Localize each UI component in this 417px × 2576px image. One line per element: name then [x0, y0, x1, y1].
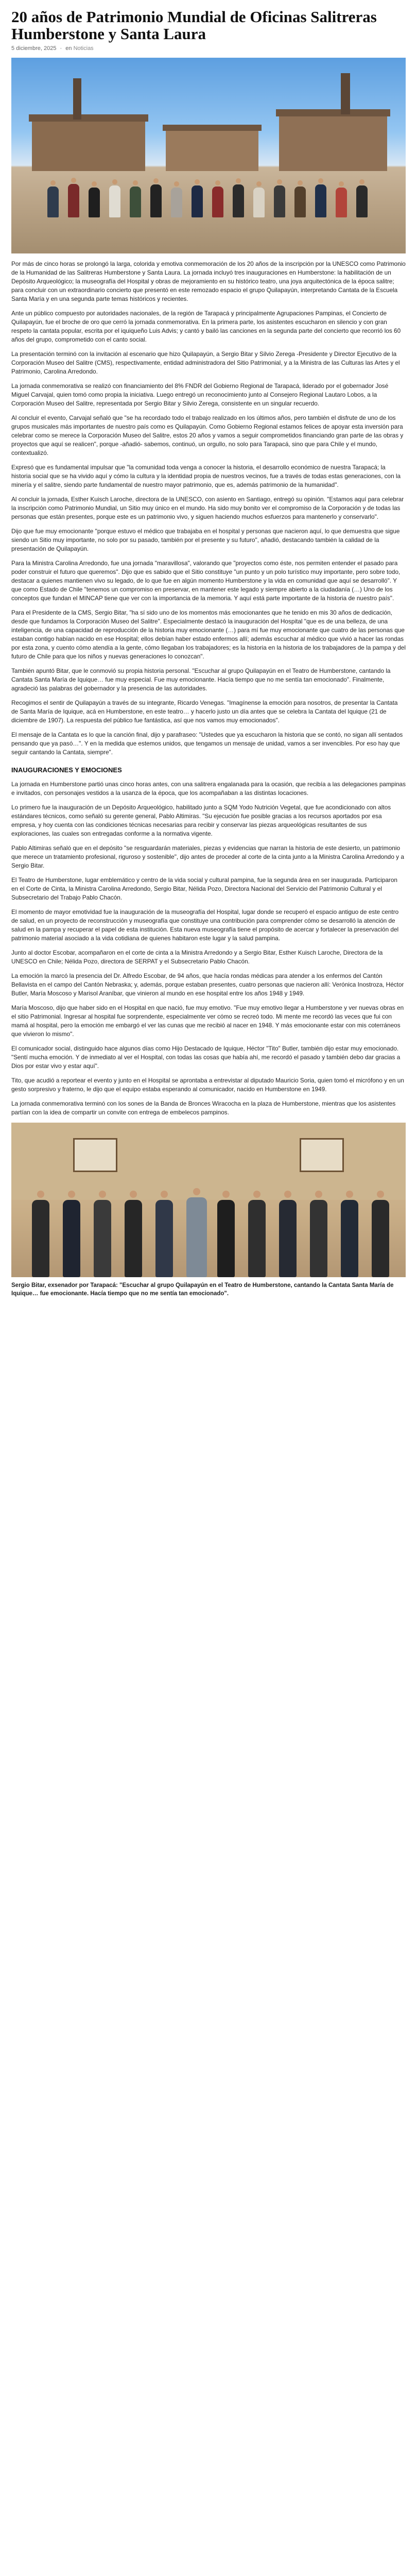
- paragraph: Pablo Altimiras señaló que en el depósito "se resguardarán materiales, piezas y evidencias que narran la historia de este desierto, un patrimonio que merece un tratamiento profesional, riguroso y sostenible", dijo antes de proceder al corte de la cinta junto a la Ministra Carolina Arredondo y a Sergio Bitar.: [11, 844, 404, 869]
- paragraph: Para el Presidente de la CMS, Sergio Bitar, "ha sí sido uno de los momentos más emocionantes que he tenido en mis 30 años de dedicación, desde que fundamos la Corporación Museo del Salitre". Especialmente destacó la inauguración del Hospital "que es de una belleza, de una inteligencia, de una capacidad de reproducción de la historia muy emocionante (…) para mí fue muy emocionante que cuatro de las personas que estaban contigo habían nacido en ese Hospital; ellos debían haber estado enfermos allí; además escuchar al médico que vivió a hacer las rondas por esta zona, y cuento cómo atendía a la gente, cómo llegaban los trabajadores; es la historia en la historia de los trabajadores de la pampa y del futuro de Chile para que los niños y nuevas generaciones lo conozcan".: [11, 609, 406, 660]
- paragraph: María Moscoso, dijo que haber sido en el Hospital en que nació, fue muy emotivo. "Fue muy emotivo llegar a Humberstone y ver nuevas obras en el sitio Patrimonial. Ingresar al hospital fue sorprendente, especialmente ver cómo se recreó todo. Mi mente me recordó las veces que fui con mamá al hospital, pero la emoción me embargó el ver las cunas que me recibió al nacer en 1948. Y más emocionante estar con mis coterráneos que vivieron lo mismo".: [11, 1004, 404, 1038]
- paragraph: El comunicador social, distinguido hace algunos días como Hijo Destacado de Iquique, Héctor "Tito" Butler, también dijo estar muy emocionado. "Sentí mucha emoción. Y de inmediato al ver el Hospital, con todas las cosas que había ahí, me recordó el pasado y también debo dar gracias a Dios por estar vivo y estar aquí".: [11, 1045, 401, 1070]
- category-prefix: en: [65, 45, 72, 52]
- paragraph: La emoción la marcó la presencia del Dr. Alfredo Escobar, de 94 años, que hacía rondas médicas para atender a los enfermos del Cantón Bellavista en el campo del Cantón Nebraska; y, además, porque estaban presentes, cuatro personas que nacieron allí: Verónica Inostroza, Héctor Butler, María Moscoso y Marisol Araníbar, que vinieron al mundo en ese hospital entre los años 1948 y 1949.: [11, 972, 404, 997]
- paragraph: El Teatro de Humberstone, lugar emblemático y centro de la vida social y cultural pampina, fue la segunda área en ser inaugurada. Participaron en el Corte de Cinta, la Ministra Carolina Arredondo, Sergio Bitar, Nélida Pozo, Directora Nacional del Servicio del Patrimonio Cultural y el Subsecretario del Trabajo Pablo Chacón.: [11, 876, 397, 901]
- paragraph: El mensaje de la Cantata es lo que la canción final, dijo y parafraseo: "Ustedes que ya escucharon la historia que se contó, no sigan allí sentados pensando que ya pasó…". Y en la medida que estemos unidos, que tengamos un mensaje de unidad, vamos a ser invencibles. Por eso hay que seguir cantando la Cantata, siempre".: [11, 731, 403, 756]
- meta-separator: ·: [60, 45, 62, 52]
- paragraph: Ante un público compuesto por autoridades nacionales, de la región de Tarapacá y principalmente Agrupaciones Pampinas, el Concierto de Quilapayún, fue el broche de oro que cerró la jornada conmemorativa. En la primera parte, los asistentes escucharon en silencio y con gran respeto la cantata popular, escrita por el iquiqueño Luis Advis; y cantó y bailó las canciones en la segunda parte del concierto que recorrió los 60 años del grupo, comprometido con el canto social.: [11, 310, 401, 343]
- paragraph: La presentación terminó con la invitación al escenario que hizo Quilapayún, a Sergio Bitar y Silvio Zerega -Presidente y Director Ejecutivo de la Corporación Museo del Salitre (CMS), respectivamente, entidad administradora del Sitio Patrimonial, y a la Ministra de las Culturas las Artes y el Patrimonio, Carolina Arredondo.: [11, 350, 400, 375]
- paragraph: Al concluir la jornada, Esther Kuisch Laroche, directora de la UNESCO, con asiento en Santiago, entregó su opinión. "Estamos aquí para celebrar la inscripción como Patrimonio Mundial, un Sitio muy único en el mundo. Ha sido muy bonito ver el compromiso de la Corporación y de todas las personas que están presentes, porque este es un patrimonio vivo, y siguen haciendo muchos esfuerzos para mantenerlo y conservarlo".: [11, 496, 404, 520]
- article-date: 5 diciembre, 2025: [11, 45, 57, 52]
- paragraph: Expresó que es fundamental impulsar que "la comunidad toda venga a conocer la historia, el desarrollo económico de nuestra Tarapacá; la historia social que se ha vivido aquí y cómo la cultura y la identidad propia de nuestros vecinos, fue a través de todas estas generaciones, con la minería y el salitre, siendo parte fundamental de nuestro mayor patrimonio, que es, además patrimonio de la humanidad".: [11, 464, 401, 488]
- paragraph: Para la Ministra Carolina Arredondo, fue una jornada "maravillosa", valorando que "proyectos como éste, nos permiten entender el pasado para poder construir el futuro que queremos". Dijo que es sabido que el Sitio constituye "un punto y un polo turístico muy importante, pero sobre todo, destacar a quienes mantienen vivo su legado, de lo que fue en algún momento Humberstone y la vida en comunidad que aquí se desarrolló". Y que como Estado de Chile "tenemos un compromiso en preservar, en mantener este legado y siempre abierto a la ciudadanía (…) Uno de los conceptos que fundan el MINCAP tiene que ver con la importancia de la memoria. Y aquí está parte importante de la historia de nuestro país".: [11, 560, 401, 602]
- paragraph: La jornada conmemorativa se realizó con financiamiento del 8% FNDR del Gobierno Regional de Tarapacá, liderado por el gobernador José Miguel Carvajal, quien tomó como propia la iniciativa. Luego entregó un reconocimiento junto al Consejero Regional Lautaro Lobos, a la Corporación Museo del Salitre, representada por Sergio Bitar y Silvio Zerega, consistente en un singular recuerdo.: [11, 382, 389, 407]
- paragraph: Recogimos el sentir de Quilapayún a través de su integrante, Ricardo Venegas. "Imagínense la emoción para nosotros, de presentar la Cantata de Santa María de Iquique, acá en Humberstone, en este teatro… y hacerlo justo un día antes que se celebra la Cantata del Iquique (21 de diciembre de 1907). La respuesta del público fue fantástica, así que nos vamos muy emocionados".: [11, 699, 398, 724]
- paragraph: La jornada conmemorativa terminó con los sones de la Banda de Bronces Wiracocha en la plaza de Humberstone, mientras que los asistentes partían con la idea de compartir un convite con entrega de embelecos pampinos.: [11, 1100, 396, 1116]
- article-meta: [11, 45, 406, 52]
- paragraph: Al concluir el evento, Carvajal señaló que "se ha recordado todo el trabajo realizado en los últimos años, pero también el disfrute de uno de los grupos musicales más importantes de nuestro país como es Quilapayún. Como Gobierno Regional estamos felices de apoyar esta inversión para celebrar como se merece la Corporación Museo del Salitre, estos 20 años y vamos a seguir comprometidos financiando gran parte de las obras y proyectos que aquí se realicen", porque -añadió- sabemos, continuó, un orgullo, no solo para Tarapacá, sino que para Chile y el mundo, contextualizó.: [11, 414, 404, 456]
- paragraph: Lo primero fue la inauguración de un Depósito Arqueológico, habilitado junto a SQM Yodo Nutrición Vegetal, que fue acondicionado con altos estándares técnicos, como señaló su gerente general, Pablo Altimiras. "Su ejecución fue posible gracias a los recursos aportados por esa empresa, y hoy cuenta con las condiciones técnicas necesarias para recibir y conservar las piezas arqueológicas resultantes de sus exploraciones, las cuales son entregadas conforme a la normativa vigente.: [11, 804, 391, 837]
- paragraph: Por más de cinco horas se prolongó la larga, colorida y emotiva conmemoración de los 20 años de la inscripción por la UNESCO como Patrimonio de la Humanidad de las Salitreras Humberstone y Santa Laura. La jornada incluyó tres inauguraciones en Humberstone: la habilitación de un Depósito Arqueológico; la museografía del Hospital y obras de mejoramiento en su histórico teatro, una joya arquitectónica de la época salitre; para concluir con un extraordinario concierto que presentó en este remozado espacio el grupo Quilapayún, interpretando Cantata de la Escuela Santa María y en una segunda parte temas históricos y recientes.: [11, 260, 406, 302]
- section-heading: INAUGURACIONES Y EMOCIONES: [11, 766, 122, 774]
- paragraph: El momento de mayor emotividad fue la inauguración de la museografía del Hospital, lugar donde se recuperó el espacio antiguo de este centro de salud, en un proyecto de reconstrucción y museografía que constituye una contribución para comprender cómo se desarrolló la atención de salud en la pampa y recuperar el papel de esta institución. Esta nueva museografía tiene el propósito de acercar y fortalecer la preservación del patrimonio material asociado a la vida cotidiana de quienes habitaron este lugar y la salud pampina.: [11, 908, 399, 942]
- article-title: 20 años de Patrimonio Mundial de Oficinas Salitreras Humberstone y Santa Laura: [11, 8, 377, 43]
- paragraph: La jornada en Humberstone partió unas cinco horas antes, con una salitrera engalanada para la ocasión, que recibía a las delegaciones pampinas e invitados, con personajes vestidos a la usanza de la época, que los acompañaban a las distintas locaciones.: [11, 781, 406, 796]
- article-photo: [11, 1123, 406, 1277]
- paragraph: Dijo que fue muy emocionante "porque estuvo el médico que trabajaba en el hospital y personas que nacieron aquí, lo que demuestra que sigue siendo un Sitio muy importante, no solo por su pasado, también por el presente y su futuro", añadió, destacando también la calidad de la presentación de Quilapayún.: [11, 528, 400, 552]
- category-link[interactable]: Noticias: [73, 45, 94, 52]
- hero-image: [11, 58, 406, 253]
- paragraph: Junto al doctor Escobar, acompañaron en el corte de cinta a la Ministra Arredondo y a Sergio Bitar, Esther Kuisch Laroche, Directora de la UNESCO en Chile; Nélida Pozo, directora de SERPAT y el Subsecretario Pablo Chacón.: [11, 949, 383, 965]
- paragraph: Tito, que acudió a reportear el evento y junto en el Hospital se aprontaba a entrevistar al diputado Mauricio Soria, quien tomó el micrófono y en un gesto sorpresivo y fraterno, le dijo que el equipo estaba esperando al comunicador, nacido en Humberstone en 1949.: [11, 1077, 404, 1093]
- photo-caption: Sergio Bitar, exsenador por Tarapacá: "Escuchar al grupo Quilapayún en el Teatro de Humberstone, cantando la Cantata Santa María de Iquique… fue emocionante. Hacía tiempo que no me sentía tan emocionado".: [11, 1282, 394, 1297]
- paragraph: También apuntó Bitar, que le conmovió su propia historia personal. "Escuchar al grupo Quilapayún en el Teatro de Humberstone, cantando la Cantata Santa María de Iquique… fue muy especial. Fue muy emocionante. Hacía tiempo que no me sentía tan emocionado". Finalmente, agradeció las palabras del gobernador y la presencia de las autoridades.: [11, 667, 391, 692]
